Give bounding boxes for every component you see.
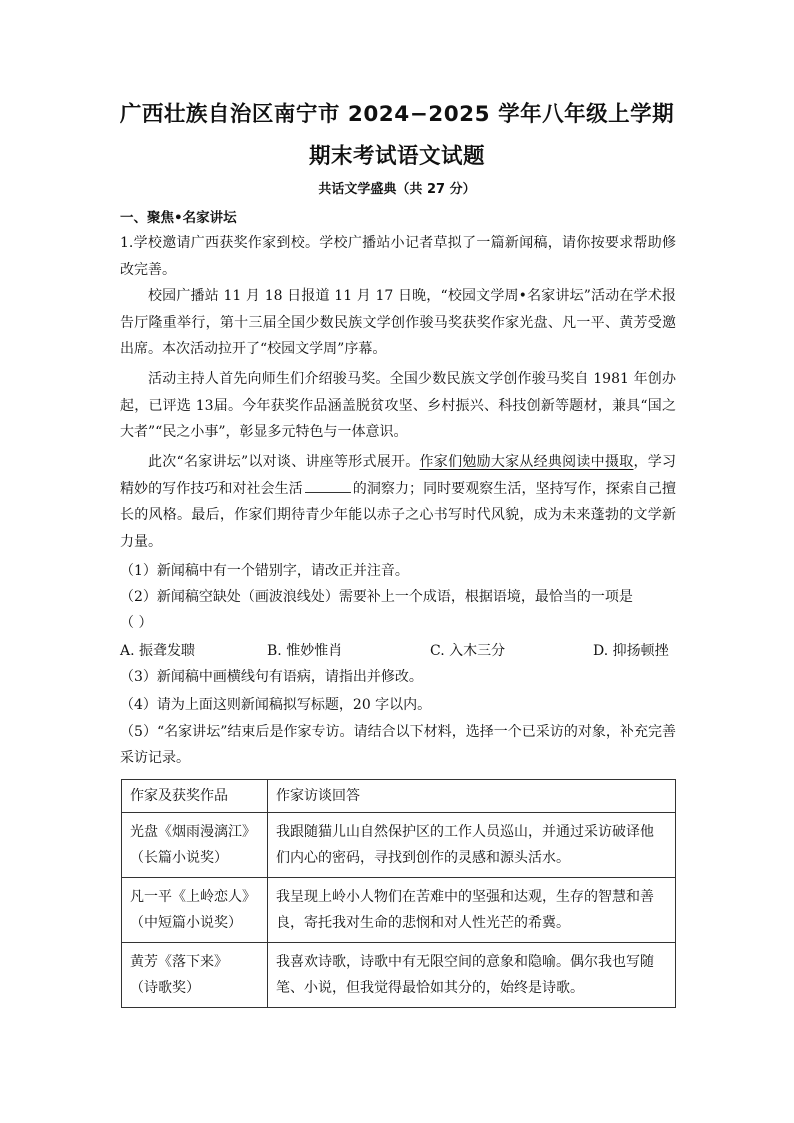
news-paragraph-1: 校园广播站 11 月 18 日报道 11 月 17 日晚，“校园文学周•名家讲坛”活动在学术报告厅隆重举行，第十三届全国少数民族文学创作骏马奖获奖作家光盘、凡一平、黄芳受邀出席。本次活动拉开了“校园文学周”序幕。 [120,288,676,357]
table-header-author: 作家及获奖作品 [122,780,268,813]
interview-table [121,779,676,1008]
subquestion-2: （2）新闻稿空缺处（画波浪线处）需要补上一个成语，根据语境，最恰当的一项是 [120,589,633,605]
table-row [122,813,676,878]
news-para3-start: 此次“名家讲坛”以对谈、讲座等形式展开。 [148,454,420,470]
option-a: A. 振聋发聩 [120,643,196,659]
table-row [122,878,676,943]
table-header-answer: 作家访谈回答 [268,780,676,813]
subquestion-1: （1）新闻稿中有一个错别字，请改正并注音。 [120,563,409,579]
subquestion-3: （3）新闻稿中画横线句有语病，请指出并修改。 [120,669,423,685]
table-row [122,943,676,1008]
underlined-sentence: 作家们勉励大家从经典阅读中摄取 [419,454,634,470]
author-award: （诗歌奖） [130,980,200,996]
author-work: 光盘《烟雨漫漓江》 [130,824,256,840]
author-award: （长篇小说奖） [130,850,228,866]
table-cell-author [122,813,268,878]
option-c: C. 入木三分 [430,643,506,659]
page-title-line1: 广西壮族自治区南宁市 2024−2025 学年八年级上学期 [119,102,675,127]
subquestion-4: （4）请为上面这则新闻稿拟写标题，20 字以内。 [120,697,432,713]
option-b: B. 惟妙惟肖 [267,643,343,659]
table-cell-author [122,943,268,1008]
news-para3-end: 的洞察力；同时要观察生活，坚持写作，探索自己擅长的风格。最后，作家们期待青少年能以赤子之心书写时代风貌，成为未来蓬勃的文学新力量。 [120,480,677,550]
table-cell-answer: 我呈现上岭小人物们在苦难中的坚强和达观，生存的智慧和善良，寄托我对生命的悲悯和对人性光芒的希冀。 [268,878,676,943]
news-paragraph-2: 活动主持人首先向师生们介绍骏马奖。全国少数民族文学创作骏马奖自 1981 年创办起，已评选 13届。今年获奖作品涵盖脱贫攻坚、乡村振兴、科技创新等题材，兼具“国之大者”“民之小事”，彰显多元特色与一体意识。 [120,371,676,440]
table-cell-answer: 我喜欢诗歌，诗歌中有无限空间的意象和隐喻。偶尔我也写随笔、小说，但我觉得最恰如其分的，始终是诗歌。 [268,943,676,1008]
subquestion-5: （5）“名家讲坛”结束后是作家专访。请结合以下材料，选择一个已采访的对象，补充完善采访记录。 [120,724,676,766]
page-title-line2: 期末考试语文试题 [308,144,485,169]
author-work: 凡一平《上岭恋人》 [130,889,256,905]
table-cell-answer: 我跟随猫儿山自然保护区的工作人员巡山，并通过采访破译他们内心的密码，寻找到创作的灵感和源头活水。 [268,813,676,878]
author-work: 黄芳《落下来》 [130,954,228,970]
part-subtitle: 共话文学盛典（共 27 分） [318,182,476,197]
news-para3-mid: ，学习精妙的写作技巧和对社会生活 [120,454,676,497]
section-heading: 一、聚焦•名家讲坛 [120,210,237,226]
author-award: （中短篇小说奖） [130,915,242,931]
idiom-blank [305,478,351,493]
subquestion-2-answer-paren: （ ） [120,615,153,631]
option-d: D. 抑扬顿挫 [593,643,669,659]
choice-options [120,638,676,664]
table-header-row [122,780,676,813]
table-cell-author [122,878,268,943]
question1-intro: 1.学校邀请广西获奖作家到校。学校广播站小记者草拟了一篇新闻稿，请你按要求帮助修改完善。 [120,235,676,278]
news-paragraph-3 [120,449,676,555]
